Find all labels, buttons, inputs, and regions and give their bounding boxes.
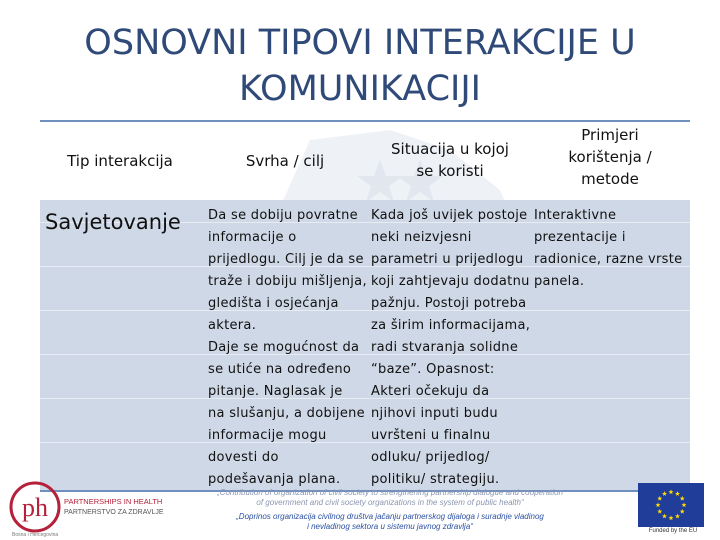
eu-flag — [638, 483, 704, 527]
eu-star-icon — [680, 496, 685, 501]
examples-line: Interaktivne — [534, 208, 617, 223]
eu-star-icon — [675, 491, 680, 496]
header-situation-line-2: se koristi — [416, 162, 484, 180]
purpose-line: gledišta i osjećanja — [208, 296, 339, 311]
purpose-line: dovesti do — [208, 450, 279, 465]
eu-star-icon — [669, 489, 674, 494]
header-situation — [370, 138, 530, 182]
logo-mark: ph — [22, 493, 48, 522]
eu-star-icon — [662, 514, 667, 519]
situation-line: pažnju. Postoji potreba — [371, 296, 527, 311]
header-rule — [40, 120, 690, 122]
eu-star-icon — [662, 491, 667, 496]
cell-purpose — [208, 205, 367, 491]
purpose-line: pitanje. Naglasak je — [208, 384, 343, 399]
header-situation-line-1: Situacija u kojoj — [391, 140, 509, 158]
header-purpose: Svrha / cilj — [245, 152, 325, 170]
header-examples-line-2: korištenja / — [568, 148, 652, 166]
purpose-line: na slušanju, a dobijene — [208, 406, 365, 421]
purpose-line: Da se dobiju povratne — [208, 208, 358, 223]
title-line-2: KOMUNIKACIJI — [239, 69, 481, 109]
situation-line: neki neizvjesni — [371, 230, 472, 245]
purpose-line: se utiće na određeno — [208, 362, 352, 377]
footer-local-line-1: „Doprinos organizacija civilnog društva jačanju partnerskog dijaloga i suradnje vladinog — [236, 512, 544, 521]
footer-project-text — [200, 488, 580, 532]
header-examples-line-1: Primjeri — [581, 126, 639, 144]
logo-line-1: PARTNERSHIPS IN HEALTH — [64, 497, 163, 506]
eu-star-icon — [675, 514, 680, 519]
examples-line: radionice, razne vrste — [534, 252, 683, 267]
examples-line: prezentacije i — [534, 230, 626, 245]
examples-line: panela. — [534, 274, 585, 289]
purpose-line: traže i dobiju mišljenja, — [208, 274, 367, 289]
situation-line: “baze”. Opasnost: — [371, 362, 495, 377]
eu-caption: Funded by the EU — [648, 528, 698, 534]
header-examples — [530, 124, 690, 190]
eu-star-icon — [669, 515, 674, 520]
cell-situation — [371, 205, 530, 491]
partnerships-in-health-logo — [8, 480, 203, 538]
eu-star-icon — [657, 496, 662, 501]
footer-english-line-2: of government and civil society organizations in the system of public health“ — [256, 498, 524, 507]
purpose-line: podešavanja plana. — [208, 472, 341, 487]
cell-examples — [534, 205, 682, 293]
header-examples-line-3: metode — [581, 170, 639, 188]
situation-line: radi stvaranja solidne — [371, 340, 519, 355]
title-line-1: OSNOVNI TIPOVI INTERAKCIJE U — [84, 23, 636, 63]
footer-local-line-2: i nevladinog sektora u sistemu javnog zdravlja“ — [307, 522, 473, 531]
purpose-line: aktera. — [208, 318, 257, 333]
purpose-line: informacije mogu — [208, 428, 327, 443]
purpose-line: informacije o — [208, 230, 297, 245]
purpose-line: prijedlogu. Cilj je da se — [208, 252, 364, 267]
situation-line: za širim informacijama, — [371, 318, 531, 333]
row-label-savjetovanje: Savjetovanje — [45, 210, 181, 234]
situation-line: njihovi inputi budu — [371, 406, 498, 421]
footer-english-line-1: „Contribution of organization of civil society to strengthening partnership dialogue and cooperation — [217, 488, 563, 497]
situation-line: politiku/ strategiju. — [371, 472, 500, 487]
situation-line: Akteri očekuju da — [371, 384, 490, 399]
situation-line: odluku/ prijedlog/ — [371, 450, 490, 465]
slide-title — [0, 20, 720, 112]
situation-line: Kada još uvijek postoje — [371, 208, 528, 223]
situation-line: uvršteni u finalnu — [371, 428, 491, 443]
situation-line: parametri u prijedlogu — [371, 252, 524, 267]
eu-star-icon — [656, 502, 661, 507]
eu-star-icon — [680, 509, 685, 514]
purpose-line: Daje se mogućnost da — [208, 340, 360, 355]
logo-line-2: PARTNERSTVO ZA ZDRAVLJE — [64, 509, 164, 516]
eu-star-icon — [682, 502, 687, 507]
situation-line: koji zahtjevaju dodatnu — [371, 274, 530, 289]
header-interaction-type: Tip interakcija — [67, 152, 173, 170]
eu-star-icon — [657, 509, 662, 514]
logo-line-3: Bosna i Hercegovina — [12, 532, 59, 538]
